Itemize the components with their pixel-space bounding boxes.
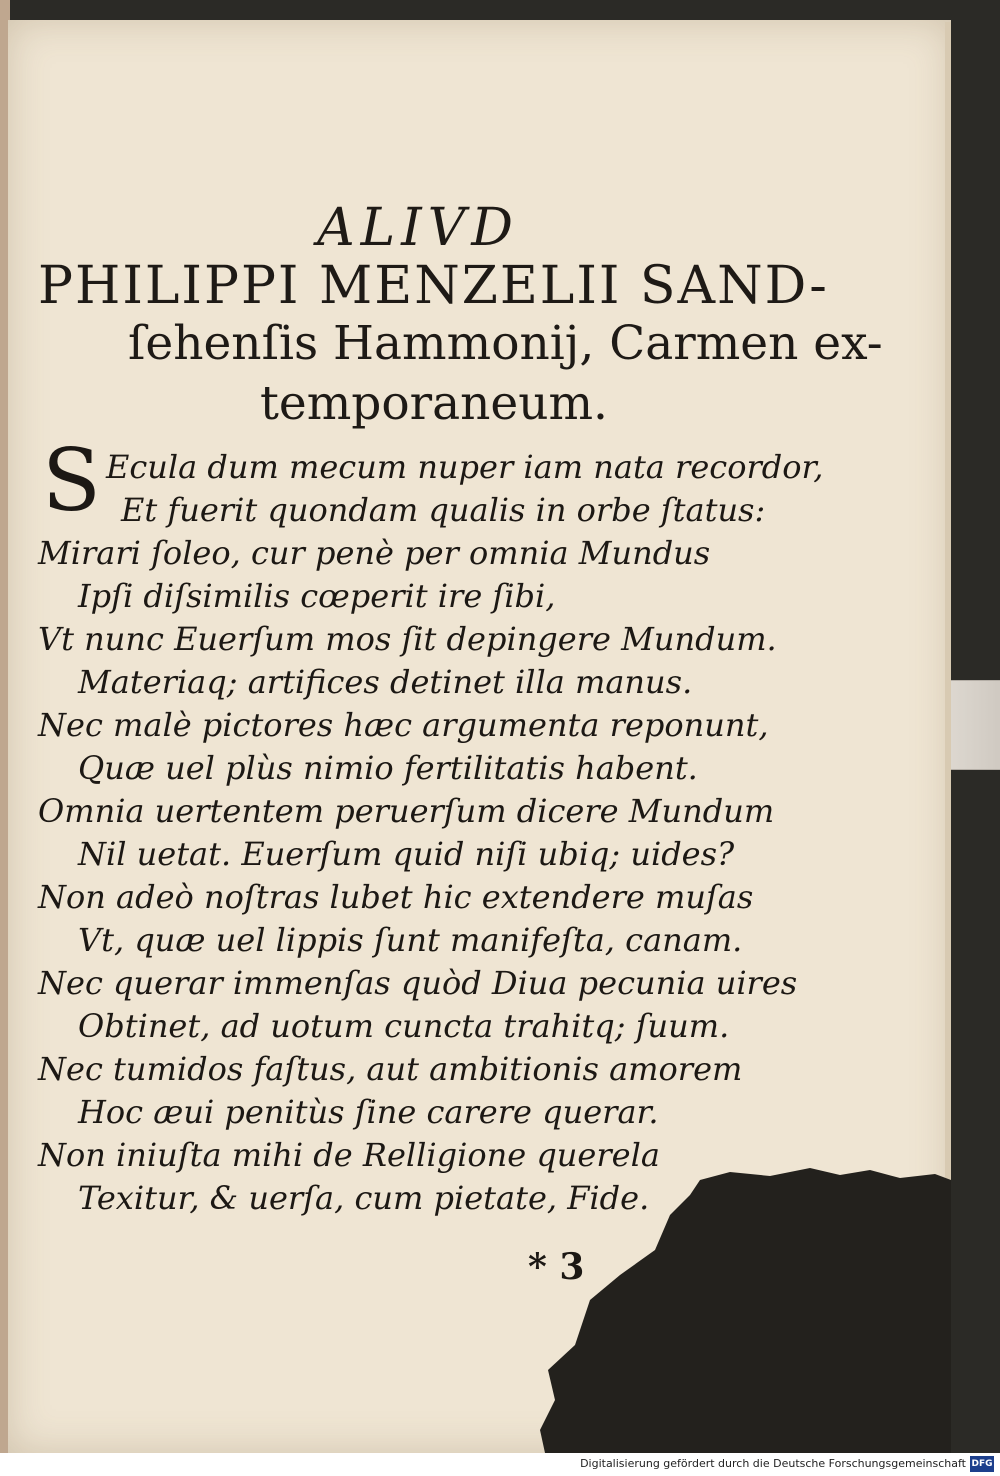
dfg-logo-icon: DFG (970, 1456, 994, 1472)
title-origin: ſehenſis Hammonij, Carmen ex- (128, 316, 883, 371)
verse-line: Non iniuſta mihi de Relligione querela (38, 1136, 660, 1174)
verse-line: Nil uetat. Euerſum quid niſi ubiq; uides? (78, 835, 735, 873)
signature-mark: * 3 (528, 1246, 585, 1288)
verse-line: Non adeò noſtras lubet hic extendere muſas (38, 878, 754, 916)
verse-line: Nec querar immenſas quòd Diua pecunia uires (38, 964, 798, 1002)
verse-line: Ipſi diſsimilis cœperit ire ſibi, (78, 577, 556, 615)
verse-line: Obtinet, ad uotum cuncta trahitq; ſuum. (78, 1007, 730, 1045)
verse-line: Nec malè pictores hæc argumenta reponunt, (38, 706, 769, 744)
verse-line: Omnia uertentem peruerſum dicere Mundum (38, 792, 775, 830)
verse-line: Vt nunc Euerſum mos ſit depingere Mundum. (38, 620, 777, 658)
verse-line: Materiaq; artifices detinet illa manus. (78, 663, 693, 701)
verse-line: Hoc æui penitùs ſine carere querar. (78, 1093, 659, 1131)
footer-bar (0, 1453, 1000, 1476)
verse-line: Texitur, & uerſa, cum pietate, Fide. (78, 1179, 650, 1217)
verse-line: Mirari ſoleo, cur penè per omnia Mundus (38, 534, 711, 572)
verse-line: Nec tumidos faſtus, aut ambitionis amorem (38, 1050, 743, 1088)
title-genre: temporaneum. (260, 376, 609, 431)
verse-line: Et fuerit quondam qualis in orbe ſtatus: (121, 491, 766, 529)
verse-line: Quæ uel plùs nimio fertilitatis habent. (78, 749, 698, 787)
digitization-credit: Digitalisierung gefördert durch die Deutsche Forschungsgemeinschaft (580, 1457, 966, 1470)
verse-line: Ecula dum mecum nuper iam nata recordor, (106, 448, 824, 486)
drop-capital: S (42, 431, 101, 531)
verse-line: Vt, quæ uel lippis ſunt manifeſta, canam. (78, 921, 743, 959)
title-author: PHILIPPI MENZELII SAND- (38, 256, 829, 316)
title-aliud: ALIVD (317, 198, 519, 258)
